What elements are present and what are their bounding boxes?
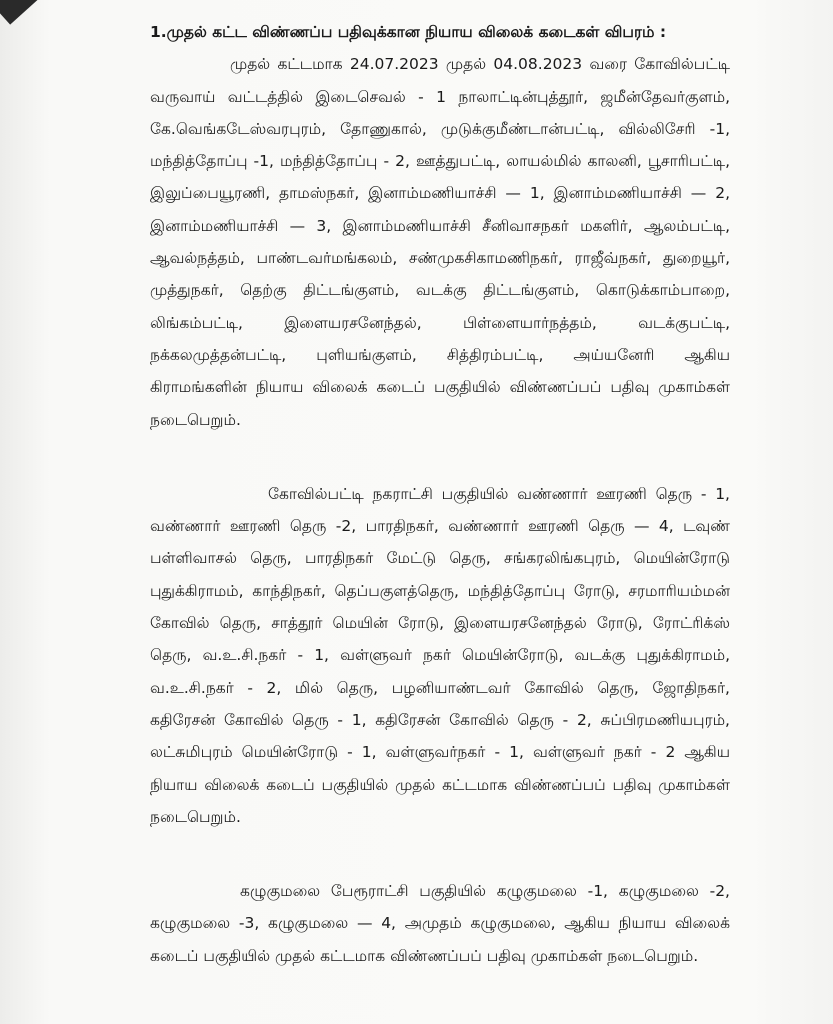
paragraph-town-panchayat: கழுகுமலை பேரூராட்சி பகுதியில் கழுகுமலை -1, கழுகுமலை -2, கழுகுமலை -3, கழுகுமலை — 4, அமுதம் கழுகுமலை, ஆகிய நியாய விலைக் கடைப் பகுதியில் முதல் கட்டமாக விண்ணப்பப் பதிவு முகாம்கள் நடைபெறும். (150, 882, 730, 965)
page-fold-shadow (0, 0, 136, 25)
paragraph-revenue-villages: முதல் கட்டமாக 24.07.2023 முதல் 04.08.2023 வரை கோவில்பட்டி வருவாய் வட்டத்தில் இடைசெவல் - 1 நாலாட்டின்புத்தூர், ஜமீன்தேவர்குளம், கே.வெங்கடேஸ்வரபுரம், தோணுகால், முடுக்குமீண்டான்பட்டி, வில்லிசேரி -1, மந்தித்தோப்பு -1, மந்தித்தோப்பு - 2, ஊத்துபட்டி, லாயல்மில் காலனி, பூசாரிபட்டி, இலுப்பையூரணி, தாமஸ்நகர், இனாம்மணியாச்சி — 1, இனாம்மணியாச்சி — 2, இனாம்மணியாச்சி — 3, இனாம்மணியாச்சி சீனிவாசநகர் மகளிர், ஆலம்பட்டி, ஆவல்நத்தம், பாண்டவர்மங்கலம், சண்முகசிகாமணிநகர், ராஜீவ்நகர், துறையூர், முத்துநகர், தெற்கு திட்டங்குளம், வடக்கு திட்டங்குளம், கொடுக்காம்பாறை, லிங்கம்பட்டி, இளையரசனேந்தல், பிள்ளையார்நத்தம், வடக்குபட்டி, நக்கலமுத்தன்பட்டி, புளியங்குளம், சித்திரம்பட்டி, அய்யனேரி ஆகிய கிராமங்களின் நியாய விலைக் கடைப் பகுதியில் விண்ணப்பப் பதிவு முகாம்கள் நடைபெறும். (150, 55, 730, 429)
paragraph-municipality: கோவில்பட்டி நகராட்சி பகுதியில் வண்ணார் ஊரணி தெரு - 1, வண்ணார் ஊரணி தெரு -2, பாரதிநகர், வண்ணார் ஊரணி தெரு — 4, டவுண் பள்ளிவாசல் தெரு, பாரதிநகர் மேட்டு தெரு, சங்கரலிங்கபுரம், மெயின்ரோடு புதுக்கிராமம், காந்திநகர், தெப்பகுளத்தெரு, மந்தித்தோப்பு ரோடு, சரமாரியம்மன் கோவில் தெரு, சாத்தூர் மெயின் ரோடு, இளையரசனேந்தல் ரோடு, ரோட்ரிக்ஸ் தெரு, வ.உ.சி.நகர் - 1, வள்ளுவர் நகர் மெயின்ரோடு, வடக்கு புதுக்கிராமம், வ.உ.சி.நகர் - 2, மில் தெரு, பழனியாண்டவர் கோவில் தெரு, ஜோதிநகர், கதிரேசன் கோவில் தெரு - 1, கதிரேசன் கோவில் தெரு - 2, சுப்பிரமணியபுரம், லட்சுமிபுரம் மெயின்ரோடு - 1, வள்ளுவர்நகர் - 1, வள்ளுவர் நகர் - 2 ஆகிய நியாய விலைக் கடைப் பகுதியில் முதல் கட்டமாக விண்ணப்பப் பதிவு முகாம்கள் நடைபெறும். (150, 484, 730, 826)
document-body (150, 16, 730, 972)
document-heading: 1.முதல் கட்ட விண்ணப்ப பதிவுக்கான நியாய விலைக் கடைகள் விபரம் : (150, 23, 667, 41)
